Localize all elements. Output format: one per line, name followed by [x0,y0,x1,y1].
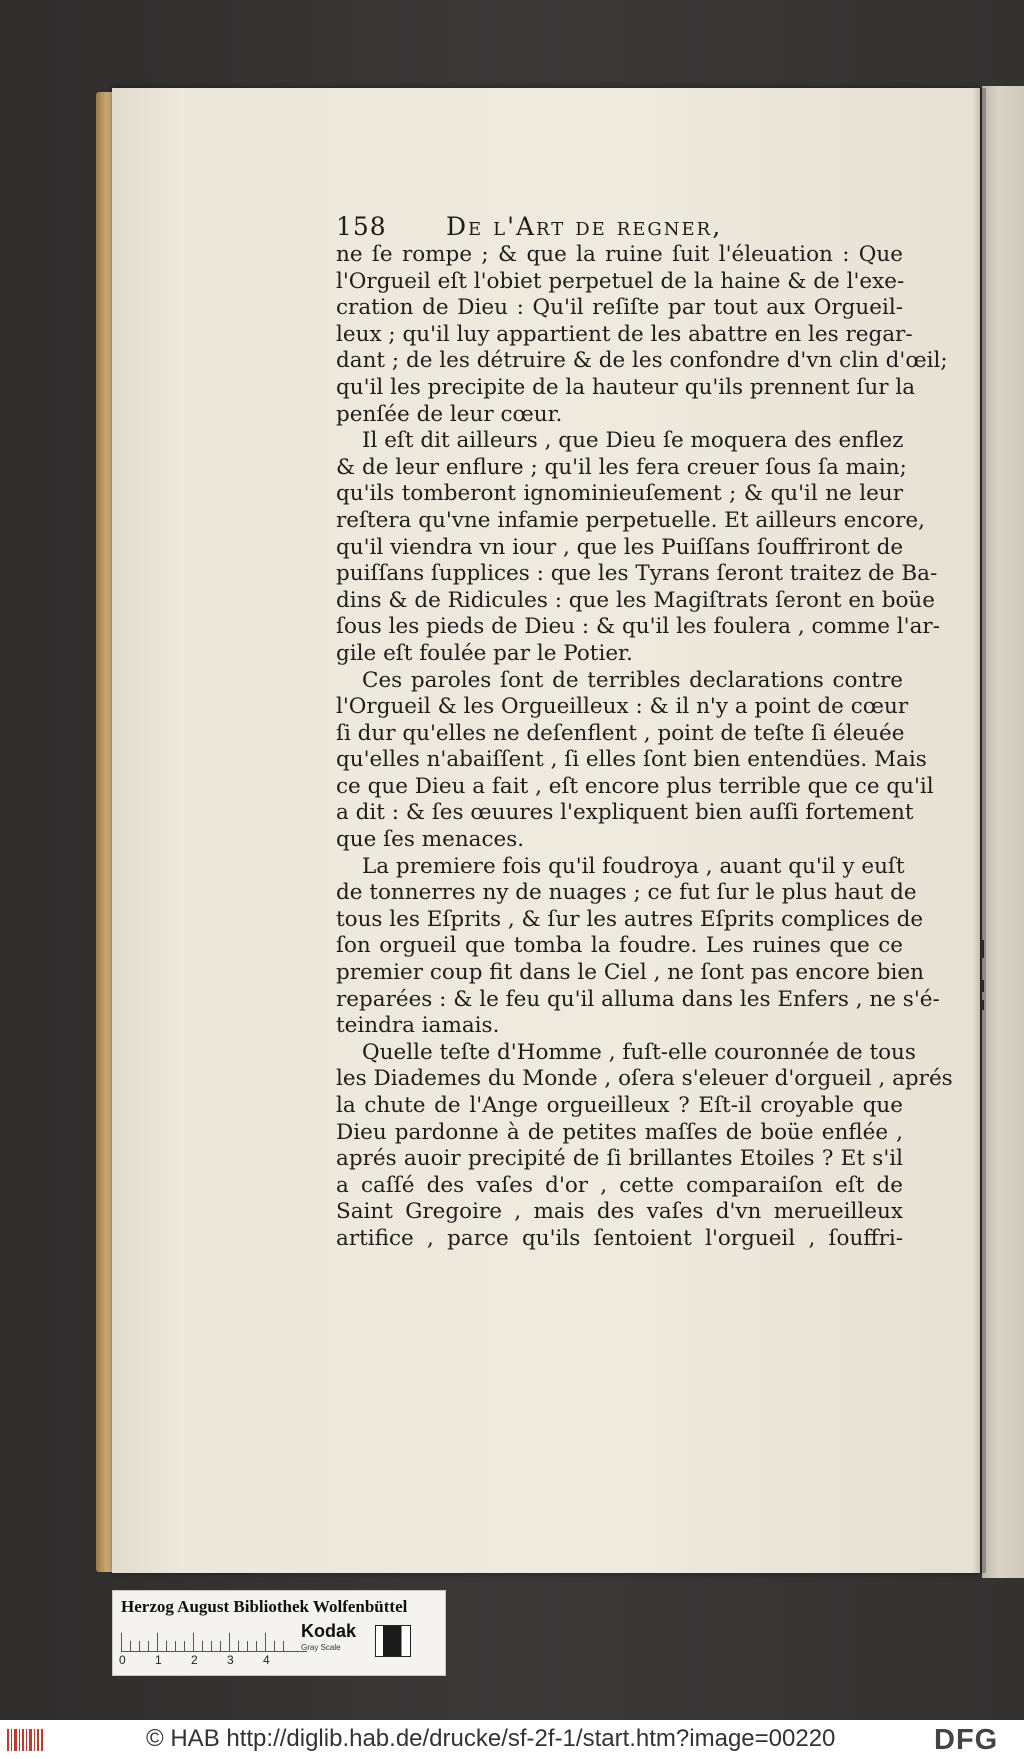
text-line: ſi dur qu'elles ne deſenflent , point de teſte ſi éleuée [336,720,905,746]
running-title: De l'Art de regner, [446,212,723,241]
ruler-tick [193,1633,194,1651]
text-line: Il eſt dit ailleurs , que Dieu ſe moquera des enflez [362,428,904,454]
ruler-tick [238,1641,239,1651]
text-line: l'Orgueil & les Orgueilleux : & il n'y a point de cœur [336,694,909,720]
text-line: ſon orgueil que tomba la foudre. Les ruines que ce [336,933,903,959]
text-line: la chute de l'Ange orgueilleux ? Eſt-il croyable que [336,1093,903,1118]
ruler-tick [220,1641,221,1651]
viewer-footer [0,1720,1024,1759]
scale-number: 4 [263,1653,270,1667]
ruler-tick [166,1641,167,1651]
text-line: & de leur enflure ; qu'il les fera creuer ſous ſa main; [336,454,907,480]
text-line: Saint Gregoire , mais des vaſes d'vn merueilleux [336,1199,903,1225]
text-line: leux ; qu'il luy appartient de les abattre en les regar- [336,321,913,347]
gutter-shadow [972,88,986,1573]
text-line: aprés auoir precipité de ſi brillantes Etoiles ? Et s'il [336,1146,903,1172]
text-line: les Diademes du Monde , oſera s'eleuer d'orgueil , aprés [336,1066,953,1092]
text-line: que ſes menaces. [336,827,525,853]
text-line: dins & de Ridicules : que les Magiſtrats ſeront en boüe [336,587,935,613]
copyright-link[interactable]: © HAB http://diglib.hab.de/drucke/sf-2f-1/start.htm?image=00220 [146,1725,836,1752]
text-line: ſous les pieds de Dieu : & qu'il les foulera , comme l'ar- [336,614,940,640]
body-text [336,242,953,1253]
text-line: ne ſe rompe ; & que la ruine ſuit l'éleuation : Que [336,242,903,267]
text-line: premier coup fit dans le Ciel , ne ſont pas encore bien [336,960,924,986]
text-line: ce que Dieu a fait , eſt encore plus terrible que ce qu'il [336,773,934,799]
text-line: Quelle teſte d'Homme , fuſt-elle couronnée de tous [362,1039,916,1065]
ruler-tick [139,1641,140,1651]
page-mark [981,940,984,958]
ruler-tick [256,1641,257,1651]
ruler-tick [148,1641,149,1651]
text-line: qu'ils tomberont ignominieuſement ; & qu'il ne leur [336,481,903,507]
text-line: l'Orgueil eſt l'obiet perpetuel de la haine & de l'exe- [336,268,905,294]
text-line: penſée de leur cœur. [336,401,563,427]
text-line: a dit : & ſes œuures l'expliquent bien auſſi fortement [336,800,914,826]
ruler-tick [283,1641,284,1651]
text-line: tous les Eſprits , & ſur les autres Eſprits complices de [336,906,924,932]
text-line: qu'il les precipite de la hauteur qu'ils prennent ſur la [336,374,916,400]
dfg-logo: DFG [934,1724,999,1756]
text-line: de tonnerres ny de nuages ; ce fut ſur le plus haut de [336,880,917,906]
kodak-logo: Kodak [301,1621,357,1641]
text-line: puiſſans ſupplices : que les Tyrans ſeront traitez de Ba- [336,561,938,587]
ruler-tick [265,1633,266,1651]
text-line: La premiere fois qu'il foudroya , auant qu'il y euſt [362,853,905,879]
page-mark [981,980,984,992]
gray-scale-label: Gray Scale [301,1643,341,1652]
text-line: qu'elles n'abaiſſent , ſi elles ſont bien entendües. Mais [336,747,927,773]
ruler-tick [202,1641,203,1651]
text-line: gile eſt foulée par le Potier. [336,640,633,666]
scale-number: 0 [119,1653,126,1667]
scale-number: 2 [191,1653,198,1667]
page-mark [981,1000,984,1010]
text-line: dant ; de les détruire & de les confondre d'vn clin d'œil; [336,348,948,374]
text-line: a caſſé des vaſes d'or , cette comparaiſon eſt de [336,1172,903,1198]
color-calibration-card [112,1590,446,1676]
ruler-scale [121,1629,307,1652]
text-line: reſtera qu'vne infamie perpetuelle. Et ailleurs encore, [336,507,925,533]
facing-page-edge [982,86,1024,1578]
text-line: reparées : & le feu qu'il alluma dans les Enfers , ne s'é- [336,986,940,1012]
ruler-tick [121,1633,122,1651]
institution-label: Herzog August Bibliothek Wolfenbüttel [121,1597,408,1616]
ruler-tick [175,1641,176,1651]
ruler-tick [274,1641,275,1651]
ruler-tick [211,1641,212,1651]
text-line: qu'il viendra vn iour , que les Puiſſans ſouffriront de [336,534,904,560]
text-line: artifice , parce qu'ils ſentoient l'orgueil , ſouffri- [336,1225,903,1251]
ruler-tick [247,1641,248,1651]
barcode-icon [6,1726,46,1754]
text-line: Dieu pardonne à de petites maſſes de boüe enflée , [336,1119,903,1145]
text-line: cration de Dieu : Qu'il reſiſte par tout aux Orgueil- [336,295,903,321]
text-line: Ces paroles ſont de terribles declarations contre [362,667,903,693]
page-header [336,212,926,246]
ruler-tick [184,1641,185,1651]
ruler-tick [157,1633,158,1651]
ruler-tick [130,1641,131,1651]
ruler-tick [229,1633,230,1651]
scale-number: 1 [155,1653,162,1667]
text-line: teindra iamais. [336,1013,500,1039]
scale-number: 3 [227,1653,234,1667]
page-number: 158 [336,212,387,241]
gray-swatch [375,1625,411,1657]
